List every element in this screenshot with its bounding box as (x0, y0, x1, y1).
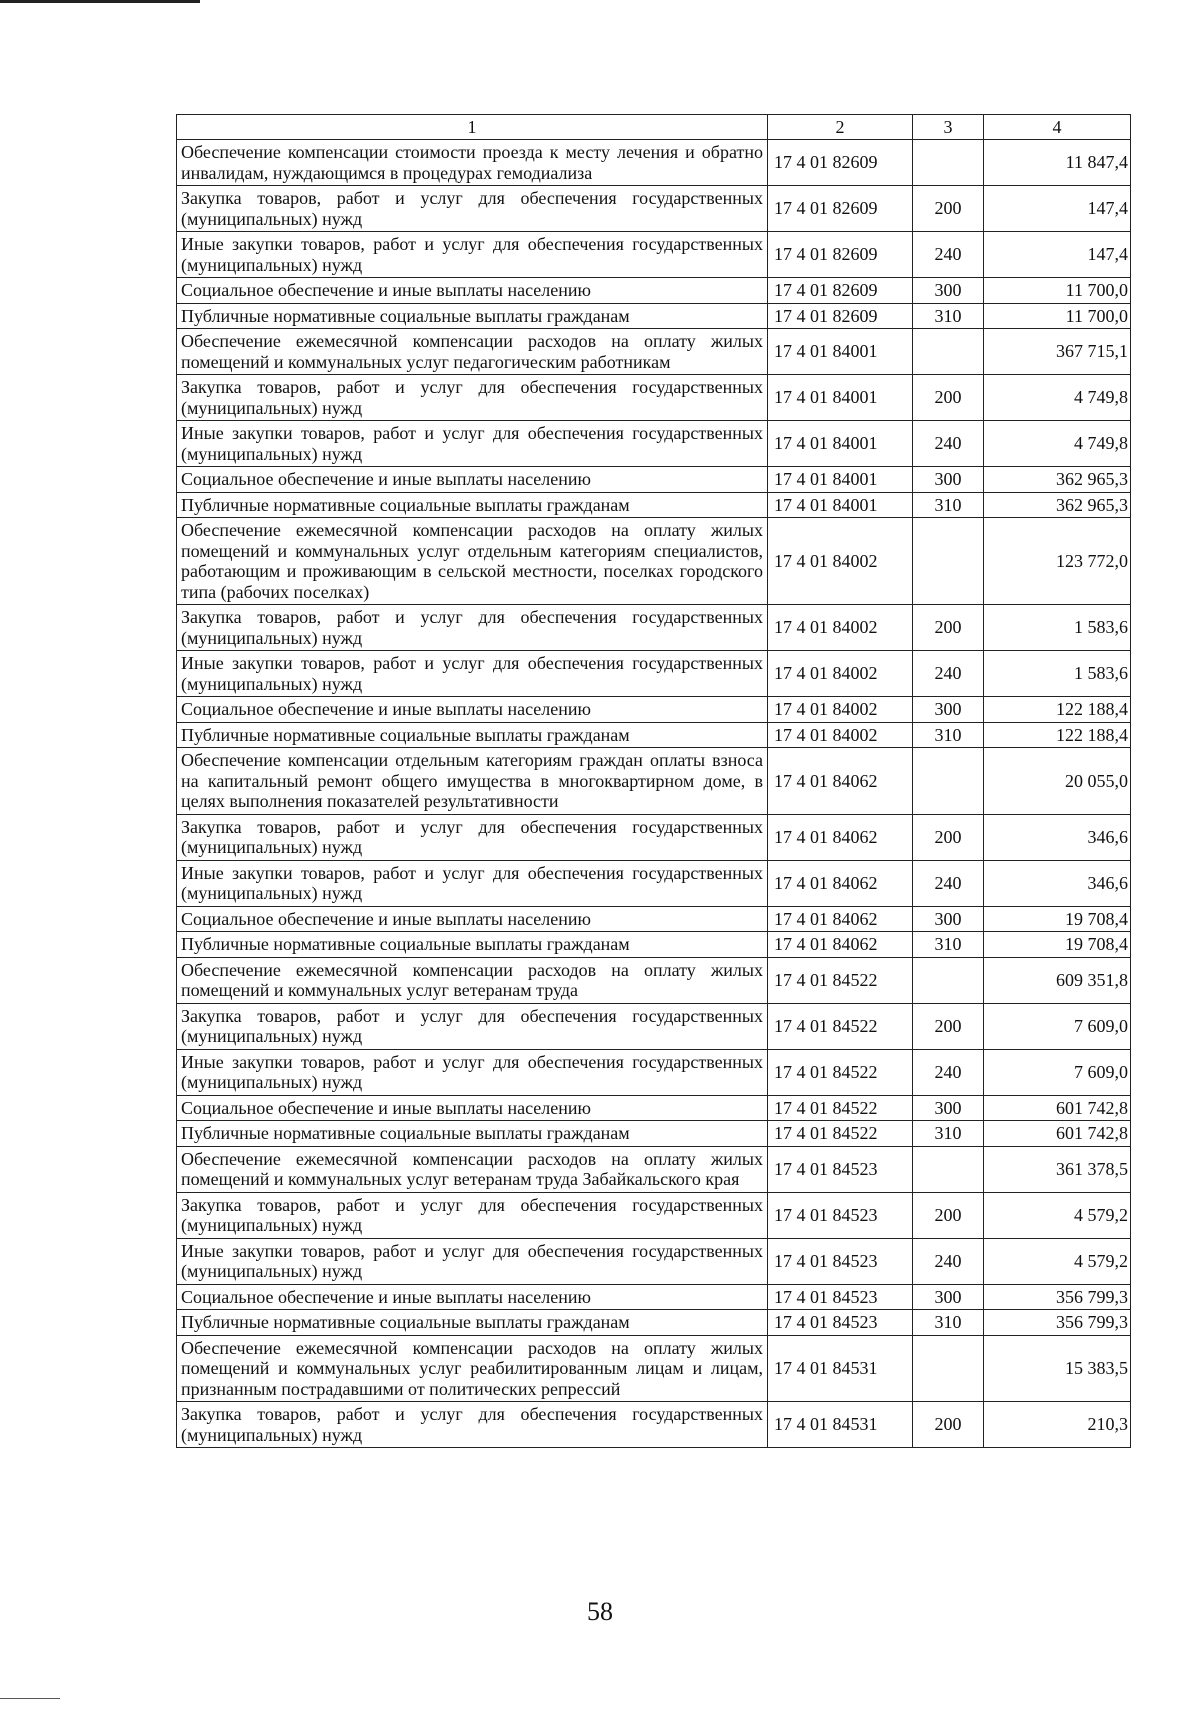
row-name-cell: Обеспечение ежемесячной компенсации расходов на оплату жилых помещений и коммунальных услуг педагогическим работникам (177, 329, 768, 375)
row-vr-cell: 310 (913, 932, 984, 958)
row-name-cell: Обеспечение компенсации стоимости проезда к месту лечения и обратно инвалидам, нуждающимся в процедурах гемодиализа (177, 140, 768, 186)
row-sum-cell: 11 700,0 (984, 303, 1131, 329)
row-vr-cell: 310 (913, 1310, 984, 1336)
row-code-cell: 17 4 01 84002 (768, 651, 913, 697)
row-name-cell: Иные закупки товаров, работ и услуг для обеспечения государственных (муниципальных) нужд (177, 421, 768, 467)
table-row (177, 860, 1131, 906)
row-name-cell: Публичные нормативные социальные выплаты гражданам (177, 492, 768, 518)
row-code-cell: 17 4 01 84002 (768, 605, 913, 651)
header-col-4: 4 (984, 115, 1131, 140)
row-vr-cell: 200 (913, 1192, 984, 1238)
row-sum-cell: 123 772,0 (984, 518, 1131, 605)
row-sum-cell: 11 700,0 (984, 278, 1131, 304)
row-sum-cell: 601 742,8 (984, 1121, 1131, 1147)
row-vr-cell: 310 (913, 722, 984, 748)
row-code-cell: 17 4 01 84522 (768, 1049, 913, 1095)
row-name-cell: Обеспечение компенсации отдельным категориям граждан оплаты взноса на капитальный ремонт общего имущества в многоквартирном доме, в целях выполнения показателей результативности (177, 748, 768, 815)
row-code-cell: 17 4 01 84062 (768, 906, 913, 932)
row-vr-cell: 310 (913, 303, 984, 329)
table-row (177, 329, 1131, 375)
table-row (177, 1238, 1131, 1284)
table-row (177, 518, 1131, 605)
row-name-cell: Закупка товаров, работ и услуг для обеспечения государственных (муниципальных) нужд (177, 375, 768, 421)
row-name-cell: Закупка товаров, работ и услуг для обеспечения государственных (муниципальных) нужд (177, 1402, 768, 1448)
row-vr-cell: 240 (913, 1049, 984, 1095)
row-sum-cell: 1 583,6 (984, 605, 1131, 651)
row-code-cell: 17 4 01 84522 (768, 957, 913, 1003)
scan-edge-mark (0, 1698, 60, 1699)
row-code-cell: 17 4 01 84522 (768, 1003, 913, 1049)
row-code-cell: 17 4 01 84001 (768, 421, 913, 467)
row-code-cell: 17 4 01 84001 (768, 329, 913, 375)
row-vr-cell: 300 (913, 467, 984, 493)
row-code-cell: 17 4 01 82609 (768, 303, 913, 329)
row-name-cell: Социальное обеспечение и иные выплаты населению (177, 1095, 768, 1121)
row-vr-cell (913, 140, 984, 186)
table-row (177, 278, 1131, 304)
table-header-row (177, 115, 1131, 140)
row-vr-cell (913, 957, 984, 1003)
row-name-cell: Иные закупки товаров, работ и услуг для обеспечения государственных (муниципальных) нужд (177, 860, 768, 906)
row-name-cell: Социальное обеспечение и иные выплаты населению (177, 906, 768, 932)
row-code-cell: 17 4 01 84523 (768, 1284, 913, 1310)
row-name-cell: Обеспечение ежемесячной компенсации расходов на оплату жилых помещений и коммунальных услуг ветеранам труда Забайкальского края (177, 1146, 768, 1192)
row-code-cell: 17 4 01 84002 (768, 697, 913, 723)
row-code-cell: 17 4 01 84523 (768, 1238, 913, 1284)
row-code-cell: 17 4 01 84531 (768, 1335, 913, 1402)
row-vr-cell: 200 (913, 186, 984, 232)
row-name-cell: Закупка товаров, работ и услуг для обеспечения государственных (муниципальных) нужд (177, 814, 768, 860)
row-name-cell: Иные закупки товаров, работ и услуг для обеспечения государственных (муниципальных) нужд (177, 651, 768, 697)
document-page (176, 114, 1130, 1448)
row-sum-cell: 1 583,6 (984, 651, 1131, 697)
row-vr-cell: 300 (913, 278, 984, 304)
row-code-cell: 17 4 01 84062 (768, 814, 913, 860)
row-sum-cell: 4 579,2 (984, 1238, 1131, 1284)
row-vr-cell (913, 329, 984, 375)
row-sum-cell: 356 799,3 (984, 1310, 1131, 1336)
row-sum-cell: 367 715,1 (984, 329, 1131, 375)
row-sum-cell: 609 351,8 (984, 957, 1131, 1003)
row-name-cell: Публичные нормативные социальные выплаты гражданам (177, 303, 768, 329)
row-sum-cell: 362 965,3 (984, 467, 1131, 493)
row-name-cell: Закупка товаров, работ и услуг для обеспечения государственных (муниципальных) нужд (177, 1003, 768, 1049)
row-sum-cell: 361 378,5 (984, 1146, 1131, 1192)
row-vr-cell: 300 (913, 1284, 984, 1310)
row-name-cell: Социальное обеспечение и иные выплаты населению (177, 278, 768, 304)
table-row (177, 421, 1131, 467)
row-code-cell: 17 4 01 84522 (768, 1121, 913, 1147)
table-row (177, 748, 1131, 815)
row-sum-cell: 4 749,8 (984, 421, 1131, 467)
row-name-cell: Публичные нормативные социальные выплаты гражданам (177, 722, 768, 748)
table-row (177, 957, 1131, 1003)
row-name-cell: Публичные нормативные социальные выплаты гражданам (177, 1310, 768, 1336)
row-vr-cell: 200 (913, 1003, 984, 1049)
row-name-cell: Закупка товаров, работ и услуг для обеспечения государственных (муниципальных) нужд (177, 605, 768, 651)
row-vr-cell: 200 (913, 1402, 984, 1448)
row-code-cell: 17 4 01 84001 (768, 375, 913, 421)
row-vr-cell: 300 (913, 697, 984, 723)
row-vr-cell (913, 1146, 984, 1192)
row-code-cell: 17 4 01 82609 (768, 140, 913, 186)
row-sum-cell: 147,4 (984, 186, 1131, 232)
row-sum-cell: 210,3 (984, 1402, 1131, 1448)
row-sum-cell: 4 749,8 (984, 375, 1131, 421)
row-sum-cell: 122 188,4 (984, 697, 1131, 723)
row-vr-cell: 310 (913, 492, 984, 518)
row-vr-cell (913, 518, 984, 605)
row-code-cell: 17 4 01 84002 (768, 722, 913, 748)
row-sum-cell: 7 609,0 (984, 1003, 1131, 1049)
row-vr-cell: 240 (913, 421, 984, 467)
table-row (177, 722, 1131, 748)
row-code-cell: 17 4 01 84062 (768, 748, 913, 815)
row-name-cell: Закупка товаров, работ и услуг для обеспечения государственных (муниципальных) нужд (177, 1192, 768, 1238)
row-vr-cell (913, 1335, 984, 1402)
row-vr-cell: 240 (913, 232, 984, 278)
table-row (177, 697, 1131, 723)
table-row (177, 1146, 1131, 1192)
row-name-cell: Социальное обеспечение и иные выплаты населению (177, 697, 768, 723)
table-row (177, 1310, 1131, 1336)
row-name-cell: Закупка товаров, работ и услуг для обеспечения государственных (муниципальных) нужд (177, 186, 768, 232)
row-name-cell: Обеспечение ежемесячной компенсации расходов на оплату жилых помещений и коммунальных услуг отдельным категориям специалистов, работающим и проживающим в сельской местности, поселках городского типа (рабочих поселках) (177, 518, 768, 605)
row-name-cell: Публичные нормативные социальные выплаты гражданам (177, 1121, 768, 1147)
row-code-cell: 17 4 01 82609 (768, 232, 913, 278)
table-row (177, 1003, 1131, 1049)
row-name-cell: Социальное обеспечение и иные выплаты населению (177, 1284, 768, 1310)
table-row (177, 906, 1131, 932)
row-vr-cell (913, 748, 984, 815)
table-row (177, 651, 1131, 697)
header-col-3: 3 (913, 115, 984, 140)
row-sum-cell: 19 708,4 (984, 906, 1131, 932)
row-sum-cell: 4 579,2 (984, 1192, 1131, 1238)
row-code-cell: 17 4 01 84002 (768, 518, 913, 605)
row-code-cell: 17 4 01 84062 (768, 860, 913, 906)
row-code-cell: 17 4 01 84001 (768, 467, 913, 493)
table-row (177, 492, 1131, 518)
row-name-cell: Иные закупки товаров, работ и услуг для обеспечения государственных (муниципальных) нужд (177, 1049, 768, 1095)
row-code-cell: 17 4 01 84523 (768, 1192, 913, 1238)
row-code-cell: 17 4 01 84062 (768, 932, 913, 958)
scan-edge-line (0, 0, 200, 3)
table-row (177, 1335, 1131, 1402)
row-vr-cell: 240 (913, 1238, 984, 1284)
table-row (177, 303, 1131, 329)
table-row (177, 1121, 1131, 1147)
table-row (177, 1049, 1131, 1095)
table-row (177, 932, 1131, 958)
row-code-cell: 17 4 01 84523 (768, 1310, 913, 1336)
table-body (177, 140, 1131, 1448)
row-code-cell: 17 4 01 82609 (768, 186, 913, 232)
row-sum-cell: 15 383,5 (984, 1335, 1131, 1402)
row-code-cell: 17 4 01 84001 (768, 492, 913, 518)
row-sum-cell: 346,6 (984, 860, 1131, 906)
row-code-cell: 17 4 01 84531 (768, 1402, 913, 1448)
row-sum-cell: 122 188,4 (984, 722, 1131, 748)
page-number: 58 (587, 1597, 613, 1626)
row-vr-cell: 240 (913, 651, 984, 697)
row-sum-cell: 7 609,0 (984, 1049, 1131, 1095)
table-row (177, 1095, 1131, 1121)
header-col-2: 2 (768, 115, 913, 140)
row-sum-cell: 147,4 (984, 232, 1131, 278)
row-code-cell: 17 4 01 82609 (768, 278, 913, 304)
row-sum-cell: 11 847,4 (984, 140, 1131, 186)
row-vr-cell: 200 (913, 814, 984, 860)
row-code-cell: 17 4 01 84522 (768, 1095, 913, 1121)
table-row (177, 232, 1131, 278)
table-row (177, 1192, 1131, 1238)
row-name-cell: Иные закупки товаров, работ и услуг для обеспечения государственных (муниципальных) нужд (177, 232, 768, 278)
row-sum-cell: 19 708,4 (984, 932, 1131, 958)
row-vr-cell: 240 (913, 860, 984, 906)
row-vr-cell: 300 (913, 906, 984, 932)
header-col-1: 1 (177, 115, 768, 140)
budget-table (176, 114, 1131, 1448)
table-row (177, 1284, 1131, 1310)
row-name-cell: Обеспечение ежемесячной компенсации расходов на оплату жилых помещений и коммунальных услуг реабилитированным лицам и лицам, признанным пострадавшими от политических репрессий (177, 1335, 768, 1402)
table-row (177, 186, 1131, 232)
row-name-cell: Обеспечение ежемесячной компенсации расходов на оплату жилых помещений и коммунальных услуг ветеранам труда (177, 957, 768, 1003)
row-sum-cell: 346,6 (984, 814, 1131, 860)
row-sum-cell: 362 965,3 (984, 492, 1131, 518)
row-name-cell: Публичные нормативные социальные выплаты гражданам (177, 932, 768, 958)
table-row (177, 375, 1131, 421)
row-name-cell: Иные закупки товаров, работ и услуг для обеспечения государственных (муниципальных) нужд (177, 1238, 768, 1284)
row-vr-cell: 200 (913, 605, 984, 651)
row-vr-cell: 310 (913, 1121, 984, 1147)
row-name-cell: Социальное обеспечение и иные выплаты населению (177, 467, 768, 493)
row-vr-cell: 200 (913, 375, 984, 421)
row-code-cell: 17 4 01 84523 (768, 1146, 913, 1192)
table-row (177, 1402, 1131, 1448)
table-row (177, 140, 1131, 186)
table-row (177, 467, 1131, 493)
row-vr-cell: 300 (913, 1095, 984, 1121)
table-row (177, 814, 1131, 860)
row-sum-cell: 601 742,8 (984, 1095, 1131, 1121)
row-sum-cell: 356 799,3 (984, 1284, 1131, 1310)
table-row (177, 605, 1131, 651)
row-sum-cell: 20 055,0 (984, 748, 1131, 815)
